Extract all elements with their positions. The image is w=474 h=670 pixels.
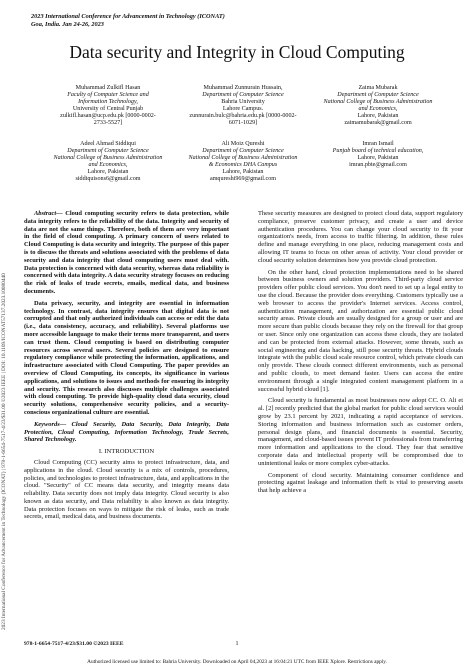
abstract-text: Cloud computing security refers to data protection, while data integrity refers to the reliability of the data. Integrity and security of data are not the same things. Therefore, both of them are very important in the field of cloud computing. A primary concern of users related to Cloud Computing is data security and integrity. The purpose of this paper is to discuss the threats and solutions associated with the problems of data security and data integrity that cloud computing users must deal with. Data protection is concerned with data security, whereas data reliability is concerned with data integrity. A data security strategy focuses on reducing the risk of leaks of trade secrets, emails, medical data, and business documents. <box>24 210 229 295</box>
body-paragraph: Cloud security is fundamental as most businesses now adopt CC. O. Ali et al. [2] recently predicted that the global market for public cloud services would grow by 23.1 percent by 2021, indicating a rapid acceptance of services. Storing information and business information such as customer orders, personal design plans, and financial documents is essential. Security, management, and cloud-based issues prevent IT professionals from transferring more information and applications to the cloud. They fear that sensitive corporate data and intellectual property will be compromised due to unintentional leaks or more complex cyber-attacks. <box>258 397 463 467</box>
left-column <box>24 210 229 525</box>
author-detail: Bahria University <box>221 99 265 106</box>
author-affiliation: and Economics, <box>358 106 398 113</box>
abstract <box>24 210 229 296</box>
author-affiliation: Department of Computer Science <box>337 92 419 99</box>
section-heading-introduction: I. INTRODUCTION <box>98 448 155 456</box>
body-paragraph: Component of cloud security. Maintaining consumer confidence and protecting against leakage and information theft is vital to preserving assets that help achieve a <box>258 471 463 495</box>
body-paragraph: These security measures are designed to protect cloud data, support regulatory compliance, preserve customer privacy, and create a user and device authentication procedures. You can change your cloud security to fit your organization's needs, from access to traffic filtering. In addition, these rules define and manage everything in one place, reducing management costs and allowing IT teams to focus on other areas of activity. Your cloud provider or cloud security solution determines how you provide cloud protection. <box>258 210 463 264</box>
author-detail: Lahore Campus. <box>222 106 264 113</box>
author-email: siddiquisons6@gmail.com <box>75 176 141 183</box>
author-email: zulkifl.hasan@ucp.edu.pk [0000-0002- <box>60 113 156 120</box>
author-affiliation: National College of Business Administration <box>323 99 433 106</box>
author-detail: University of Central Punjab <box>72 106 144 113</box>
author-name: Imran Ismail <box>362 141 394 147</box>
author-name: Muhammad Zulkifl Hasan <box>75 85 141 91</box>
doi-sidebar <box>1 70 15 630</box>
author-affiliation: Department of Computer Science <box>202 92 284 99</box>
author-email: imran.pbte@gmail.com <box>349 162 407 169</box>
author-name: Ali Moiz Qureshi <box>221 141 265 147</box>
author-email: zunnurain.bulc@bahria.edu.pk [0000-0002- <box>189 113 297 120</box>
author-email: amqureshi969@gmail.com <box>209 176 277 183</box>
author-orcid: 2733-5527] <box>93 120 123 127</box>
author-detail: Lahore, Pakistan <box>222 169 264 176</box>
abstract-label: Abstract— <box>34 210 63 217</box>
doi-sidebar-text: 2023 International Conference for Advancement in Technology (ICONAT) | 978-1-6654-7517-4/23/$31.00 ©2023 IEEE | DOI: 10.1109/ICONAT57137.2023.10080440 <box>1 273 7 630</box>
keywords: Keywords— Cloud Security, Data Security, Data Integrity, Data Protection, Cloud Computing, Information Technology, Trade Secrets, Shared Technology. <box>24 420 229 444</box>
author-affiliation: Department of Computer Science <box>67 148 149 155</box>
author-affiliation: and Economics, <box>88 162 128 169</box>
license-notice: Authorized licensed use limited to: Bahria University. Downloaded on April 04,2023 at 16:04:21 UTC from IEEE Xplore. Restrictions apply. <box>87 659 387 665</box>
author-name: Muhammad Zunnurain Hussain, <box>203 85 283 91</box>
author-detail: Lahore, Pakistan <box>357 113 399 120</box>
right-column <box>258 210 463 499</box>
author-detail: Lahore, Pakistan <box>87 169 129 176</box>
conference-location: Goa, India. Jan 24-26, 2023 <box>31 20 104 28</box>
abstract-paragraph-2: Data privacy, security, and integrity are essential in information technology. In contrast, data integrity ensures that digital data is not corrupted and that only authorized individuals can access or edit the data (i.e., data consistency, accuracy, and reliability). Several platforms use more accessible language to make their terms more transparent, and users can trust them. Cloud computing is based on distributing computer resources across several users. Several policies are designed to ensure regulatory compliance while protecting the information, applications, and infrastructure associated with Cloud Computing. The paper provides an overview of Cloud Computing, its concepts, its significance in various applications, and solutions to issues and methods for ensuring its integrity and security. This research also discusses multiple challenges associated with cloud computing. To provide high-quality cloud data security, cloud security solutions, comprehensive security policies, and a security-conscious organizational culture are essential. <box>24 299 229 416</box>
author-1 <box>38 85 178 128</box>
author-name: Adeel Ahmad Siddiqui <box>80 141 136 147</box>
author-affiliation: Information Technology, <box>78 99 138 106</box>
page-number: 1 <box>235 641 239 647</box>
author-4 <box>38 141 178 184</box>
conference-name: 2023 International Conference for Advancement in Technology (ICONAT) <box>31 13 225 20</box>
author-email: zaimamubarak@gmail.com <box>344 120 412 127</box>
author-5 <box>173 141 313 184</box>
author-affiliation: National College of Business Administration <box>188 155 298 162</box>
author-6 <box>308 141 448 169</box>
introduction-paragraph: Cloud Computing (CC) security aims to protect infrastructure, data, and applications in the cloud. Cloud security is a mix of controls, procedures, policies, and technologies to protect infrastructure, data, and applications in the cloud. "Security" of CC means data security, and integrity means data reliability. Data security does not imply data integrity. Cloud security is also known as data security, and Data reliability is also known as data integrity. Data protection focuses on ways to mitigate the risk of leaks, such as trade secrets, email, medical data, and business documents. <box>24 458 229 521</box>
footer-copyright: 978-1-6654-7517-4/23/$31.00 ©2023 IEEE <box>24 641 124 647</box>
paper-title: Data security and Integrity in Cloud Computing <box>69 42 405 62</box>
author-name: Zaima Mubarak <box>358 85 398 91</box>
conference-header <box>31 13 225 28</box>
author-3 <box>308 85 448 128</box>
author-detail: Lahore, Pakistan <box>357 155 399 162</box>
author-affiliation: National College of Business Administration <box>53 155 163 162</box>
author-2 <box>173 85 313 128</box>
author-affiliation: Department of Computer Science <box>202 148 284 155</box>
body-paragraph: On the other hand, cloud protection implementations need to be shared between business owners and solution providers. Third-party cloud service providers offer public cloud services. You don't need to set up a legal entity to use the cloud. Because the provider does everything. Customers typically use a web browser to access the provider's Internet services. Access control, authentication management, and authorization are essential public cloud security areas. Private clouds are usually designed for a group or user and are more secure than public clouds because they rely on the firewall for that group or user. Since only one organization can access these clouds, they are isolated and can be protected from external attacks. However, some threats, such as social engineering and data hacking, still pose security threats. Hybrid clouds integrate with the public cloud scale resource control, which private clouds can only provide. These clouds connect different environments, such as personal and public clouds, to meet demand faster. Users can access the entire environment through a single integrated content management platform in a successful hybrid cloud [1]. <box>258 268 463 393</box>
author-affiliation: & Economics DHA Campus <box>208 162 278 169</box>
author-orcid: 6071-1029] <box>228 120 258 127</box>
author-affiliation: Faculty of Computer Science and <box>67 92 149 99</box>
author-affiliation: Punjab board of technical education, <box>332 148 424 155</box>
